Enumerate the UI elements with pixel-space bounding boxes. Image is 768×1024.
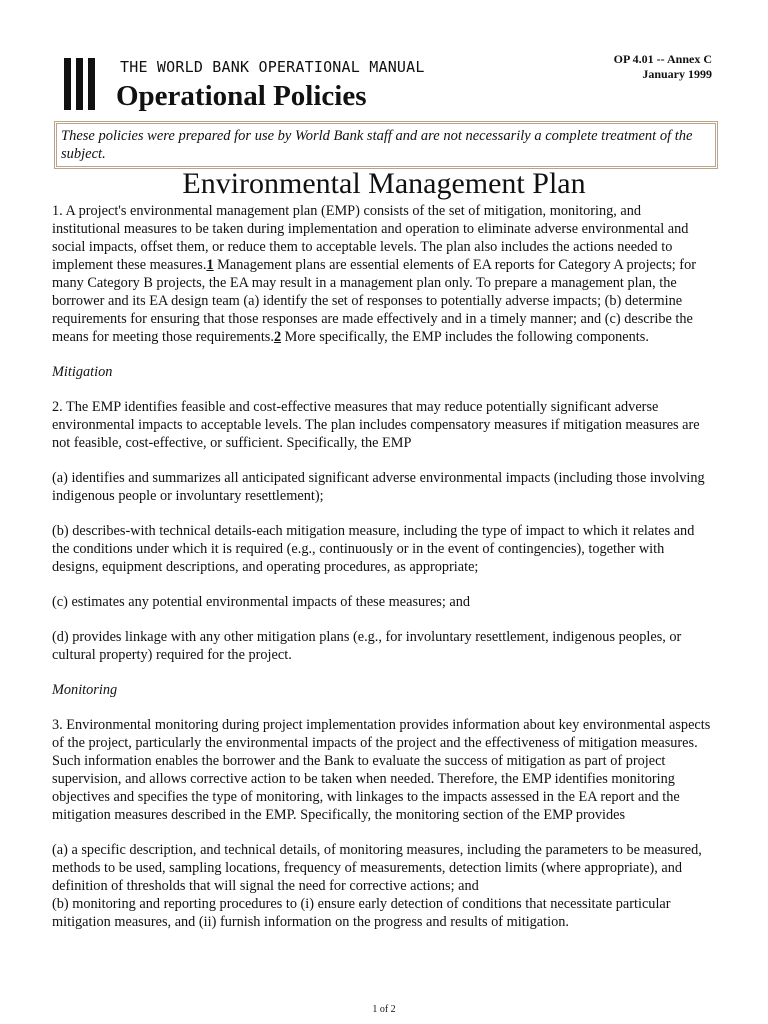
op-date: January 1999 — [642, 67, 712, 81]
mitigation-item-a: (a) identifies and summarizes all anticipated significant adverse environmental impacts (including those involving indigenous people or involuntary resettlement); — [52, 470, 705, 504]
paragraph-3: 3. Environmental monitoring during project implementation provides information about key environmental aspects of the project, particularly the environmental impacts of the project and the effectiveness of mitigation measures. Such information enables the borrower and the Bank to evaluate the success of mitigation as part of project supervision, and allows corrective action to be taken when needed. Therefore, the EMP identifies monitoring objectives and specifies the type of monitoring, with linkages to the impacts assessed in the EA report and the mitigation measures described in the EMP. Specifically, the monitoring section of the EMP provides — [52, 717, 711, 823]
para1-text-a: 1. A project's environmental management plan (EMP) consists of the set of mitigation, monitoring, and institutional measures to be taken during implementation and operation to eliminate adverse environmental and social impacts, offset them, or reduce them to acceptable levels. The plan also includes the actions needed to implement these measures. — [52, 203, 689, 273]
footnote-1-link[interactable]: 1 — [206, 257, 214, 273]
mitigation-heading: Mitigation — [52, 364, 113, 380]
mitigation-item-c: (c) estimates any potential environmental impacts of these measures; and — [52, 594, 471, 610]
para1-text-b: Management plans are essential elements of EA reports for Category A projects; for many Category B projects, the EA may result in a management plan only. To prepare a management plan, the borrower and its EA design team (a) identify the set of responses to potentially adverse impacts; (b) determine requirements for ensuring that those responses are made effectively and in a timely manner; and (c) describe the means for meeting those requirements. — [52, 257, 696, 345]
world-bank-bars-logo-icon — [64, 58, 96, 110]
document-body — [52, 202, 712, 948]
manual-line: THE WORLD BANK OPERATIONAL MANUAL — [120, 58, 425, 76]
op-reference — [614, 52, 712, 82]
page-number: 1 of 2 — [372, 1004, 396, 1015]
monitoring-heading: Monitoring — [52, 682, 118, 698]
op-number: OP 4.01 -- Annex C — [613, 52, 712, 66]
footnote-2-link[interactable]: 2 — [273, 329, 282, 345]
mitigation-item-d: (d) provides linkage with any other mitigation plans (e.g., for involuntary resettlement, indigenous peoples, or cultural property) required for the project. — [52, 629, 682, 663]
monitoring-item-b: (b) monitoring and reporting procedures to (i) ensure early detection of conditions that necessitate particular mitigation measures, and (ii) furnish information on the progress and results of mitigation. — [52, 896, 671, 930]
disclaimer-box: These policies were prepared for use by World Bank staff and are not necessarily a complete treatment of the subject. — [54, 121, 718, 169]
monitoring-item-a: (a) a specific description, and technical details, of monitoring measures, including the parameters to be measured, methods to be used, sampling locations, frequency of measurements, detection limits (where appropriate), and definition of thresholds that will signal the need for corrective actions; and — [52, 842, 702, 894]
paragraph-1 — [52, 202, 712, 346]
paragraph-2: 2. The EMP identifies feasible and cost-effective measures that may reduce potentially significant adverse environmental impacts to acceptable levels. The plan includes compensatory measures if mitigation measures are not feasible, cost-effective, or sufficient. Specifically, the EMP — [52, 399, 700, 451]
para1-text-c: More specifically, the EMP includes the following components. — [281, 329, 649, 345]
document-title: Environmental Management Plan — [182, 167, 586, 200]
mitigation-item-b: (b) describes-with technical details-each mitigation measure, including the type of impact to which it relates and the conditions under which it is required (e.g., continuously or in the event of contingencies), together with designs, equipment descriptions, and operating procedures, as appropriate; — [52, 523, 695, 575]
operational-policies-title: Operational Policies — [116, 80, 367, 112]
